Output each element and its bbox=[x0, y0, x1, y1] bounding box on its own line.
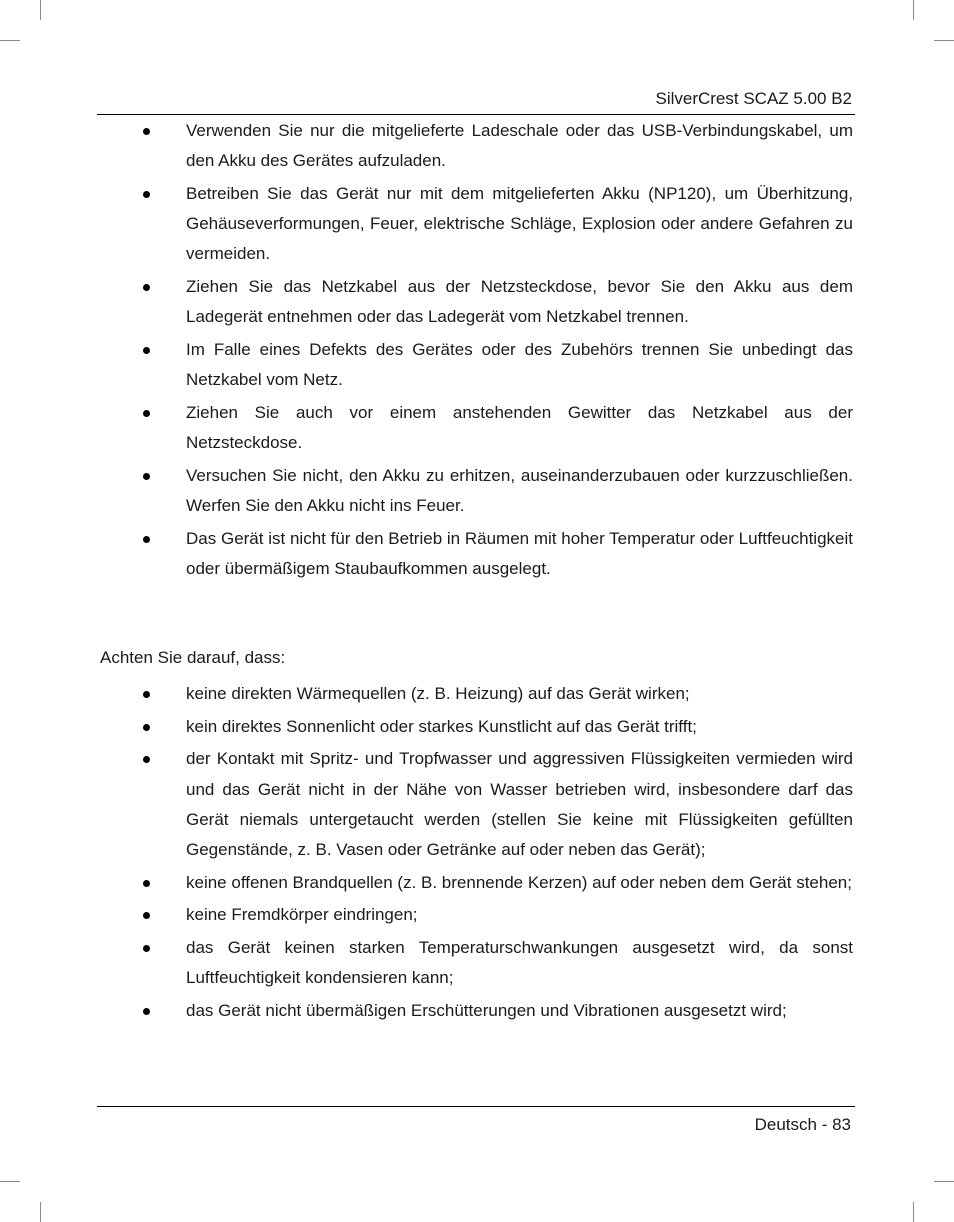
list-item: Verwenden Sie nur die mitgelieferte Ladeschale oder das USB-Verbindungskabel, um den Akku des Gerätes aufzuladen. bbox=[100, 116, 853, 176]
conditions-list bbox=[100, 679, 853, 1026]
crop-mark-bottom-right bbox=[913, 1202, 914, 1222]
bullet-icon bbox=[143, 945, 150, 952]
header-title: SilverCrest SCAZ 5.00 B2 bbox=[655, 89, 852, 108]
list-item: der Kontakt mit Spritz- und Tropfwasser und aggressiven Flüssigkeiten vermieden wird und das Gerät nicht in der Nähe von Wasser betrieben wird, insbesondere darf das Gerät niemals untergetaucht werden (stellen Sie keine mit Flüssigkeiten gefüllten Gegenstände, z. B. Vasen oder Getränke auf oder neben das Gerät); bbox=[100, 744, 853, 865]
header-rule bbox=[97, 114, 855, 115]
bullet-icon bbox=[143, 912, 150, 919]
list-item: Versuchen Sie nicht, den Akku zu erhitzen, auseinanderzubauen oder kurzzuschließen. Werfen Sie den Akku nicht ins Feuer. bbox=[100, 461, 853, 521]
bullet-icon bbox=[143, 128, 150, 135]
list-item: keine offenen Brandquellen (z. B. brennende Kerzen) auf oder neben dem Gerät stehen; bbox=[100, 868, 853, 898]
bullet-icon bbox=[143, 756, 150, 763]
list-item: Ziehen Sie das Netzkabel aus der Netzsteckdose, bevor Sie den Akku aus dem Ladegerät entnehmen oder das Ladegerät vom Netzkabel trennen. bbox=[100, 272, 853, 332]
bullet-icon bbox=[143, 536, 150, 543]
bullet-icon bbox=[143, 191, 150, 198]
list-item: das Gerät keinen starken Temperaturschwankungen ausgesetzt wird, da sonst Luftfeuchtigkeit kondensieren kann; bbox=[100, 933, 853, 993]
crop-mark-bottom-left bbox=[40, 1202, 41, 1222]
crop-mark-top-right-h bbox=[934, 40, 954, 41]
footer-rule bbox=[97, 1106, 855, 1107]
page-body bbox=[100, 116, 853, 1029]
list-item: das Gerät nicht übermäßigen Erschütterungen und Vibrationen ausgesetzt wird; bbox=[100, 996, 853, 1026]
crop-mark-top-right bbox=[913, 0, 914, 20]
bullet-icon bbox=[143, 347, 150, 354]
bullet-icon bbox=[143, 410, 150, 417]
page-number: Deutsch - 83 bbox=[754, 1115, 851, 1134]
list-item: Im Falle eines Defekts des Gerätes oder des Zubehörs trennen Sie unbedingt das Netzkabel vom Netz. bbox=[100, 335, 853, 395]
bullet-icon bbox=[143, 1008, 150, 1015]
bullet-icon bbox=[143, 691, 150, 698]
crop-mark-top-left bbox=[40, 0, 41, 20]
safety-list bbox=[100, 116, 853, 584]
crop-mark-top-left-h bbox=[0, 40, 20, 41]
list-item: kein direktes Sonnenlicht oder starkes Kunstlicht auf das Gerät trifft; bbox=[100, 712, 853, 742]
crop-mark-bottom-right-h bbox=[934, 1181, 954, 1182]
list-item: Das Gerät ist nicht für den Betrieb in Räumen mit hoher Temperatur oder Luftfeuchtigkeit oder übermäßigem Staubaufkommen ausgelegt. bbox=[100, 524, 853, 584]
bullet-icon bbox=[143, 880, 150, 887]
list-item: keine direkten Wärmequellen (z. B. Heizung) auf das Gerät wirken; bbox=[100, 679, 853, 709]
list-item: Betreiben Sie das Gerät nur mit dem mitgelieferten Akku (NP120), um Überhitzung, Gehäuseverformungen, Feuer, elektrische Schläge, Explosion oder andere Gefahren zu vermeiden. bbox=[100, 179, 853, 270]
crop-mark-bottom-left-h bbox=[0, 1181, 20, 1182]
bullet-icon bbox=[143, 473, 150, 480]
list-item: keine Fremdkörper eindringen; bbox=[100, 900, 853, 930]
bullet-icon bbox=[143, 284, 150, 291]
list-item: Ziehen Sie auch vor einem anstehenden Gewitter das Netzkabel aus der Netzsteckdose. bbox=[100, 398, 853, 458]
intro-text: Achten Sie darauf, dass: bbox=[100, 648, 286, 668]
bullet-icon bbox=[143, 724, 150, 731]
